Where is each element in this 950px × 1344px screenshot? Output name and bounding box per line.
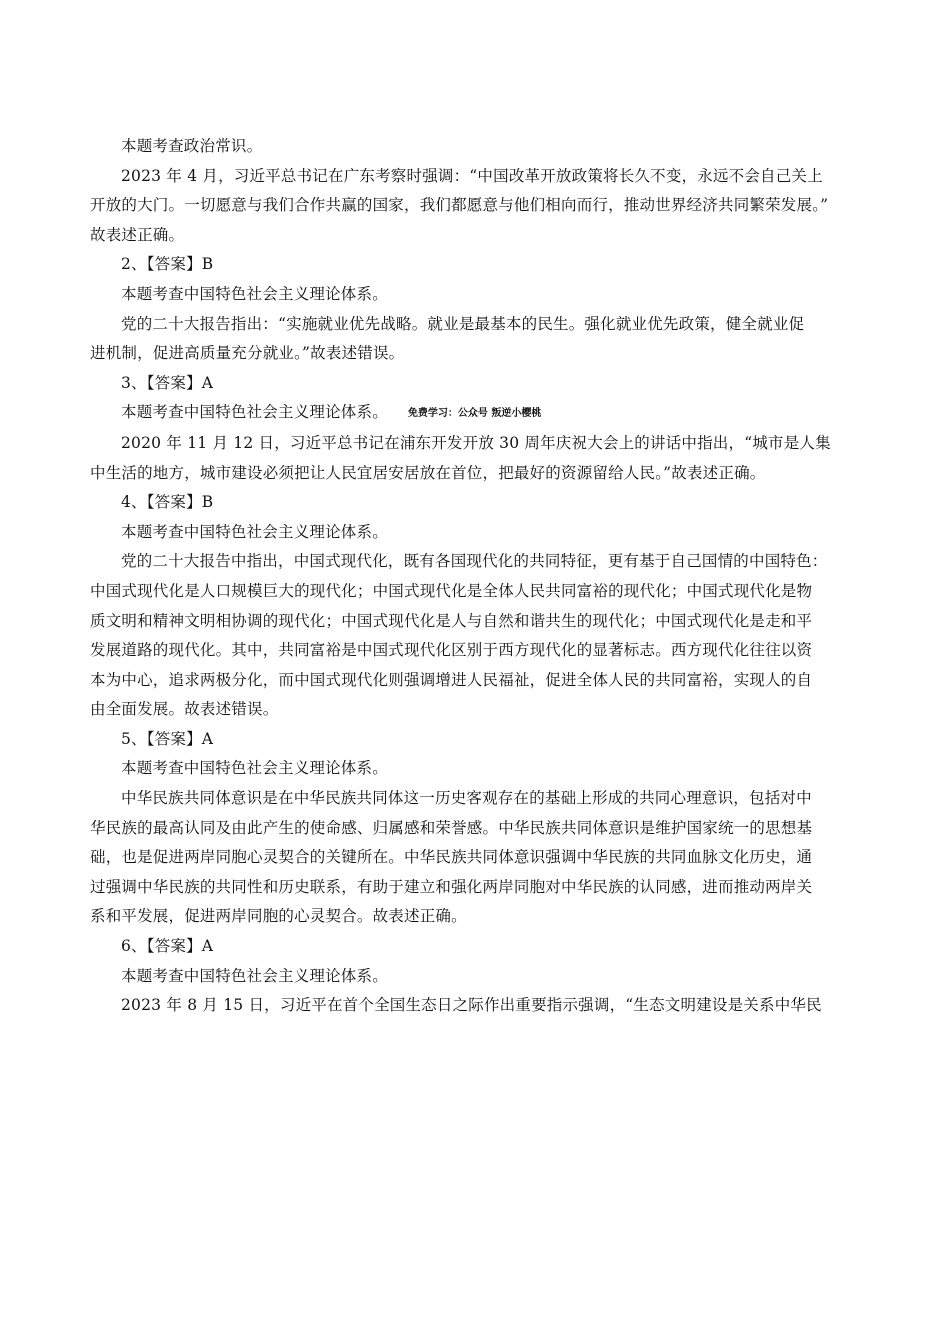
paragraph-line xyxy=(90,398,860,429)
paragraph-line xyxy=(90,310,860,340)
paragraph-line xyxy=(90,339,860,369)
line-text: 发展道路的现代化。其中，共同富裕是中国式现代化区别于西方现代化的显著标志。西方现代化往往以资 xyxy=(90,641,813,660)
line-text: 过强调中华民族的共同性和历史联系，有助于建立和强化两岸同胞对中华民族的认同感，进而推动两岸关 xyxy=(90,877,813,896)
line-text: 础，也是促进两岸同胞心灵契合的关键所在。中华民族共同体意识强调中华民族的共同血脉文化历史，通 xyxy=(90,848,813,867)
line-text: 4、【答案】B xyxy=(121,493,214,512)
line-text: 华民族的最高认同及由此产生的使命感、归属感和荣誉感。中华民族共同体意识是维护国家统一的思想基 xyxy=(90,818,813,837)
paragraph-line xyxy=(90,518,860,548)
line-text: 开放的大门。一切愿意与我们合作共赢的国家，我们都愿意与他们相向而行，推动世界经济共同繁荣发展。” xyxy=(90,196,829,215)
line-text: 系和平发展，促进两岸同胞的心灵契合。故表述正确。 xyxy=(90,907,467,926)
line-text: 党的二十大报告指出：“实施就业优先战略。就业是最基本的民生。强化就业优先政策，健全就业促 xyxy=(121,314,805,333)
line-text: 5、【答案】A xyxy=(121,729,214,748)
answer-heading xyxy=(90,250,860,280)
paragraph-line xyxy=(90,636,860,666)
paragraph-line xyxy=(90,132,860,162)
paragraph-line xyxy=(90,962,860,992)
paragraph-line xyxy=(90,695,860,725)
line-text: 本为中心，追求两极分化，而中国式现代化则强调增进人民福祉，促进全体人民的共同富裕，实现人的自 xyxy=(90,670,813,689)
paragraph-line xyxy=(90,991,860,1021)
paragraph-line xyxy=(90,191,860,221)
line-text: 中国式现代化是人口规模巨大的现代化；中国式现代化是全体人民共同富裕的现代化；中国式现代化是物 xyxy=(90,581,813,600)
line-text: 3、【答案】A xyxy=(121,373,214,392)
paragraph-line xyxy=(90,843,860,873)
paragraph-line xyxy=(90,429,860,459)
paragraph-line xyxy=(90,784,860,814)
line-text: 2023 年 4 月，习近平总书记在广东考察时强调：“中国改革开放政策将长久不变，永远不会自己关上 xyxy=(121,166,823,185)
line-text: 质文明和精神文明相协调的现代化；中国式现代化是人与自然和谐共生的现代化；中国式现代化是走和平 xyxy=(90,611,813,630)
paragraph-line xyxy=(90,280,860,310)
line-text: 本题考查政治常识。 xyxy=(121,137,263,155)
paragraph-line xyxy=(90,459,860,489)
line-text: 2、【答案】B xyxy=(121,255,214,274)
line-text: 本题考查中国特色社会主义理论体系。 xyxy=(121,522,388,541)
line-text: 中生活的地方，城市建设必须把让人民宜居安居放在首位，把最好的资源留给人民。”故表述正确。 xyxy=(90,463,766,482)
paragraph-line xyxy=(90,814,860,844)
paragraph-line xyxy=(90,666,860,696)
paragraph-line xyxy=(90,221,860,251)
watermark-text: 免费学习：公众号 叛逆小樱桃 xyxy=(407,408,542,420)
line-text: 由全面发展。故表述错误。 xyxy=(90,700,279,719)
paragraph-line xyxy=(90,754,860,784)
line-text: 本题考查中国特色社会主义理论体系。 xyxy=(121,759,388,778)
line-text: 党的二十大报告中指出，中国式现代化，既有各国现代化的共同特征，更有基于自己国情的中国特色： xyxy=(121,552,828,571)
line-text: 本题考查中国特色社会主义理论体系。 xyxy=(121,284,388,303)
paragraph-line xyxy=(90,547,860,577)
paragraph-line xyxy=(90,873,860,903)
document-body xyxy=(90,132,860,1021)
answer-heading xyxy=(90,932,860,962)
paragraph-line xyxy=(90,577,860,607)
line-text: 6、【答案】A xyxy=(121,937,214,956)
line-text: 进机制，促进高质量充分就业。”故表述错误。 xyxy=(90,344,405,363)
answer-heading xyxy=(90,488,860,518)
answer-heading xyxy=(90,369,860,399)
line-text: 中华民族共同体意识是在中华民族共同体这一历史客观存在的基础上形成的共同心理意识，包括对中 xyxy=(121,789,812,808)
answer-heading xyxy=(90,725,860,755)
paragraph-line xyxy=(90,607,860,637)
line-text: 本题考查中国特色社会主义理论体系。 xyxy=(121,403,388,422)
paragraph-line xyxy=(90,902,860,932)
line-text: 本题考查中国特色社会主义理论体系。 xyxy=(121,966,388,985)
line-text: 2020 年 11 月 12 日，习近平总书记在浦东开发开放 30 周年庆祝大会上的讲话中指出，“城市是人集 xyxy=(121,433,831,452)
line-text: 故表述正确。 xyxy=(90,225,185,244)
line-text: 2023 年 8 月 15 日，习近平在首个全国生态日之际作出重要指示强调，“生态文明建设是关系中华民 xyxy=(121,996,822,1015)
paragraph-line xyxy=(90,162,860,192)
